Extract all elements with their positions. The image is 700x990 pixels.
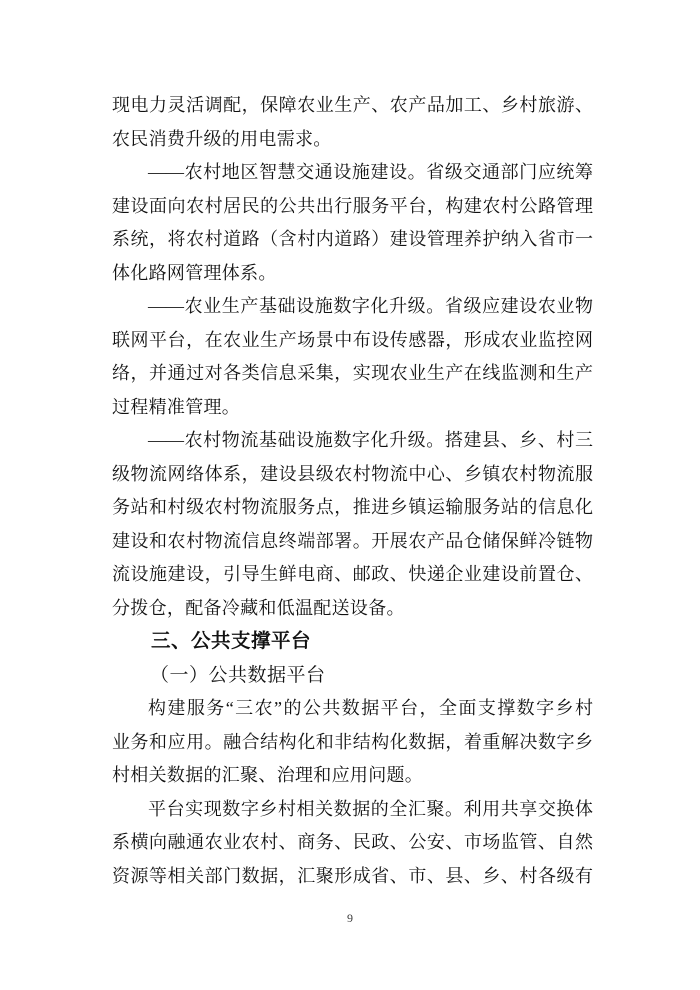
text-line: 村相关数据的汇聚、治理和应用问题。 — [112, 765, 424, 785]
document-body — [0, 89, 700, 893]
text-line: 流设施建设，引导生鲜电商、邮政、快递企业建设前置仓、 — [112, 564, 593, 584]
text-line: 级物流网络体系，建设县级农村物流中心、乡镇农村物流服 — [112, 463, 593, 484]
text-line: （一）公共数据平台 — [150, 664, 326, 686]
text-line: 务站和村级农村物流服务点，推进乡镇运输服务站的信息化 — [112, 497, 593, 517]
text-line: 构建服务“三农”的公共数据平台，全面支撑数字乡村 — [148, 698, 593, 718]
text-line: 平台实现数字乡村相关数据的全汇聚。利用共享交换体 — [148, 798, 593, 819]
section-heading — [112, 625, 593, 659]
text-line: ——农业生产基础设施数字化升级。省级应建设农业物 — [148, 296, 593, 316]
text-line: 联网平台，在农业生产场景中布设传感器，形成农业监控网 — [112, 329, 593, 350]
text-line: 系横向融通农业农村、商务、民政、公安、市场监管、自然 — [112, 832, 593, 852]
text-line: 过程精准管理。 — [112, 396, 241, 417]
paragraph — [112, 793, 593, 894]
text-line: 分拨仓，配备冷藏和低温配送设备。 — [112, 597, 405, 618]
text-line: 体化路网管理体系。 — [112, 262, 277, 283]
text-line: 业务和应用。融合结构化和非结构化数据，着重解决数字乡 — [112, 731, 593, 752]
paragraph — [112, 89, 593, 156]
text-line: 系统，将农村道路（含村内道路）建设管理养护纳入省市一 — [112, 229, 593, 249]
text-line: 农民消费升级的用电需求。 — [112, 128, 332, 149]
paragraph — [112, 290, 593, 424]
paragraph — [112, 156, 593, 290]
text-line: 络，并通过对各类信息采集，实现农业生产在线监测和生产 — [112, 363, 593, 383]
text-line: 现电力灵活调配，保障农业生产、农产品加工、乡村旅游、 — [112, 95, 593, 115]
text-line: 建设和农村物流信息终端部署。开展农产品仓储保鲜冷链物 — [112, 530, 593, 551]
page-number: 9 — [347, 911, 353, 925]
text-line: 建设面向农村居民的公共出行服务平台，构建农村公路管理 — [112, 195, 593, 216]
paragraph — [112, 424, 593, 625]
text-line: ——农村物流基础设施数字化升级。搭建县、乡、村三 — [148, 430, 593, 450]
text-line: 资源等相关部门数据，汇聚形成省、市、县、乡、村各级有 — [112, 865, 593, 886]
text-line: 三、公共支撑平台 — [151, 630, 312, 652]
text-line: ——农村地区智慧交通设施建设。省级交通部门应统筹 — [148, 162, 593, 182]
paragraph — [112, 692, 593, 793]
subsection-heading — [112, 659, 593, 693]
